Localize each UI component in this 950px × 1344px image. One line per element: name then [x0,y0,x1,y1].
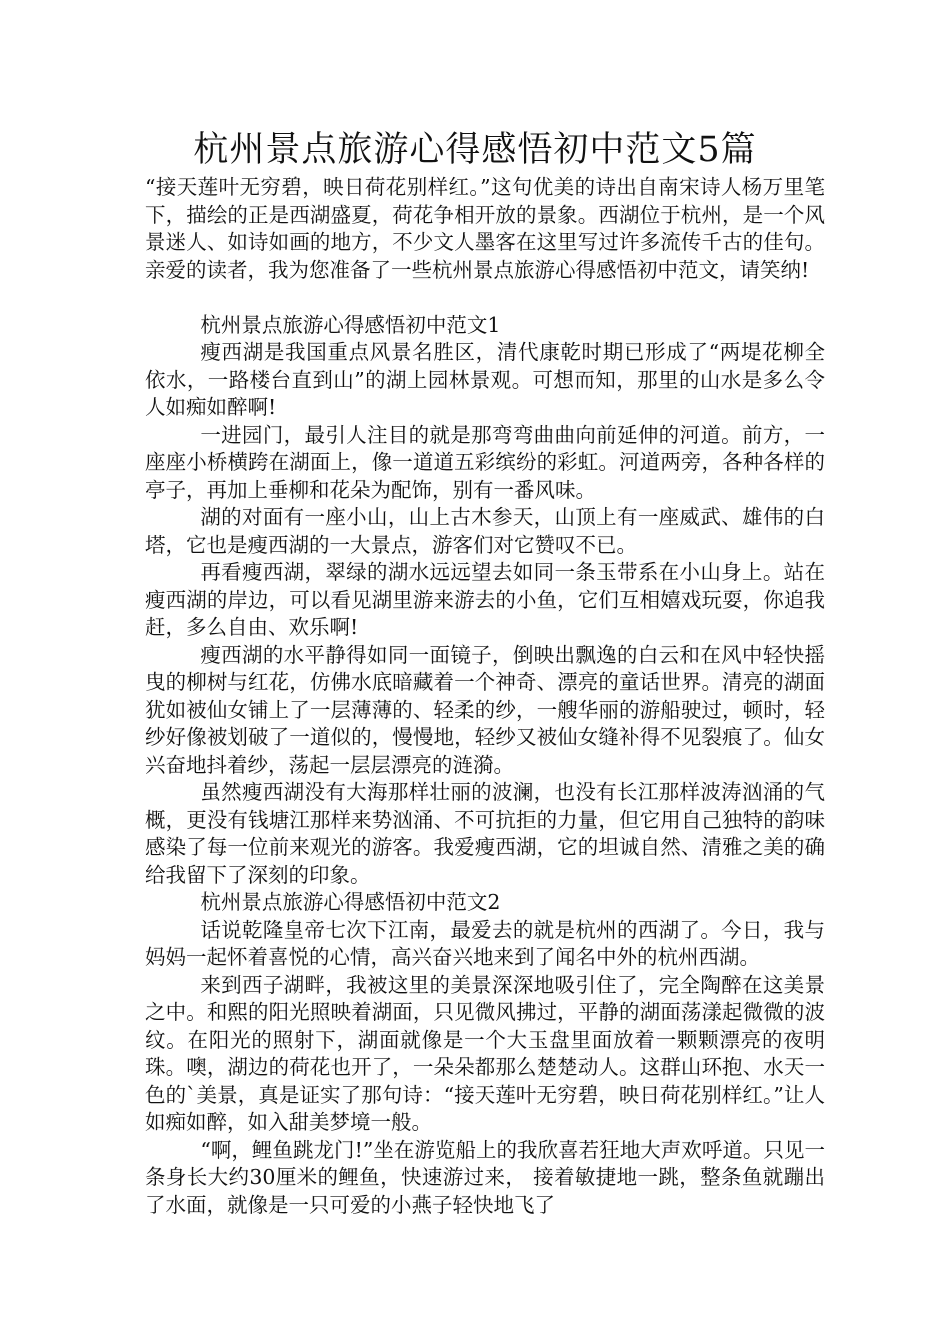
paragraph-spacer [145,284,825,312]
document-title: 杭州景点旅游心得感悟初中范文5篇 [193,130,757,170]
paragraph: 湖的对面有一座小山，山上古木参天，山顶上有一座威武、雄伟的白塔，它也是瘦西湖的一大景点，游客们对它赞叹不已。 [145,505,825,557]
paragraph: 虽然瘦西湖没有大海那样壮丽的波澜，也没有长江那样波涛汹涌的气概，更没有钱塘江那样来势汹涌、不可抗拒的力量，但它用自己独特的韵味感染了每一位前来观光的游客。我爱瘦西湖，它的坦诚自然、清雅之美的确给我留下了深刻的印象。 [145,780,825,887]
section-heading: 杭州景点旅游心得感悟初中范文2 [200,890,501,914]
document-body [145,174,825,1219]
paragraph: 来到西子湖畔，我被这里的美景深深地吸引住了，完全陶醉在这美景之中。和熙的阳光照映着湖面，只见微风拂过，平静的湖面荡漾起微微的波纹。在阳光的照射下，湖面就像是一个大玉盘里面放着一颗颗漂亮的夜明珠。噢，湖边的荷花也开了，一朵朵都那么楚楚动人。这群山环抱、水天一色的`美景，真是证实了那句诗：“接天莲叶无穷碧，映日荷花别样红。”让人如痴如醉，如入甜美梦境一般。 [145,972,825,1134]
paragraph: 瘦西湖是我国重点风景名胜区，清代康乾时期已形成了“两堤花柳全依水，一路楼台直到山”的湖上园林景观。可想而知，那里的山水是多么令人如痴如醉啊! [145,340,825,419]
paragraph: 再看瘦西湖，翠绿的湖水远远望去如同一条玉带系在小山身上。站在瘦西湖的岸边，可以看见湖里游来游去的小鱼，它们互相嬉戏玩耍，你追我赶，多么自由、欢乐啊! [145,560,825,639]
paragraph: 瘦西湖的水平静得如同一面镜子，倒映出飘逸的白云和在风中轻快摇曳的柳树与红花，仿佛水底暗藏着一个神奇、漂亮的童话世界。清亮的湖面犹如被仙女铺上了一层薄薄的、轻柔的纱，一艘华丽的游船驶过，顿时，轻纱好像被划破了一道似的，慢慢地，轻纱又被仙女缝补得不见裂痕了。仙女兴奋地抖着纱，荡起一层层漂亮的涟漪。 [145,642,825,777]
section-heading: 杭州景点旅游心得感悟初中范文1 [200,312,501,337]
paragraph: 话说乾隆皇帝七次下江南，最爱去的就是杭州的西湖了。今日，我与妈妈一起怀着喜悦的心情，高兴奋兴地来到了闻名中外的杭州西湖。 [145,917,825,969]
paragraph: 一进园门，最引人注目的就是那弯弯曲曲向前延伸的河道。前方，一座座小桥横跨在湖面上，像一道道五彩缤纷的彩虹。河道两旁，各种各样的亭子，再加上垂柳和花朵为配饰，别有一番风味。 [145,422,825,502]
paragraph: “啊，鲤鱼跳龙门!”坐在游览船上的我欣喜若狂地大声欢呼道。只见一条身长大约30厘米的鲤鱼，快速游过来， 接着敏捷地一跳，整条鱼就蹦出了水面，就像是一只可爱的小燕子轻快地飞了 [145,1137,825,1217]
paragraph: “接天莲叶无穷碧，映日荷花别样红。”这句优美的诗出自南宋诗人杨万里笔下，描绘的正是西湖盛夏，荷花争相开放的景象。西湖位于杭州，是一个风景迷人、如诗如画的地方，不少文人墨客在这里写过许多流传千古的佳句。亲爱的读者，我为您准备了一些杭州景点旅游心得感悟初中范文，请笑纳! [145,175,825,282]
